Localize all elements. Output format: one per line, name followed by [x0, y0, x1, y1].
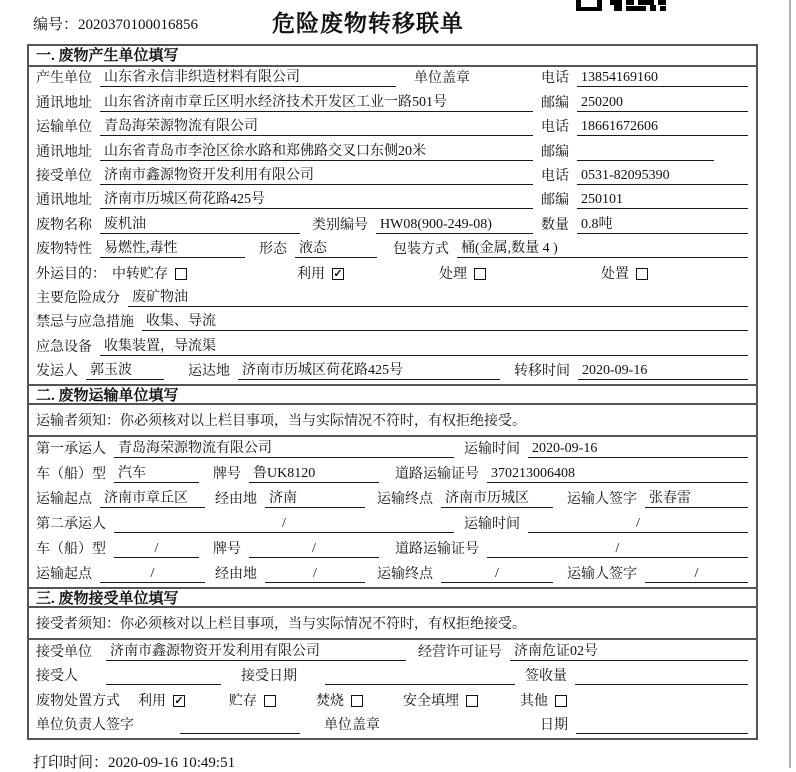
destination-field: 济南市历城区荷花路425号	[238, 362, 500, 380]
route-via-field: 济南	[265, 490, 365, 508]
transporter-label: 运输单位	[36, 120, 92, 136]
producer-address-field: 山东省济南市章丘区明水经济技术开发区工业一路501号	[100, 94, 533, 112]
waste-name-label: 废物名称	[36, 217, 92, 233]
row-emergency-equipment	[29, 335, 756, 359]
purpose-option-dispose: 处置	[601, 266, 648, 283]
print-time-value: 2020-09-16 10:49:51	[108, 755, 236, 771]
route-start-2-label: 运输起点	[36, 567, 92, 583]
route-end-2-label: 运输终点	[377, 567, 433, 583]
emergency-equipment-label: 应急设备	[36, 339, 92, 355]
vehicle-type-field: 汽车	[114, 465, 199, 483]
transfer-purpose-label: 外运目的：	[36, 266, 106, 282]
hazard-component-label: 主要危险成分	[36, 290, 120, 306]
receiver-label: 接受单位	[36, 168, 92, 184]
row-taboo-measures	[29, 311, 756, 335]
waste-traits-label: 废物特性	[36, 242, 92, 258]
manifest-form-table	[27, 44, 758, 740]
disposal-method-label: 废物处置方式	[36, 693, 120, 709]
plate-2-label: 牌号	[213, 542, 241, 558]
row-transporter-address	[29, 140, 756, 164]
row-transfer-purpose	[29, 262, 756, 286]
checkbox-dispose	[636, 268, 648, 280]
route-start-field: 济南市章丘区	[100, 490, 205, 508]
transfer-time-field: 2020-09-16	[578, 362, 748, 380]
section-producer-header: 一. 废物产生单位填写	[29, 46, 756, 67]
signed-qty-field	[575, 668, 748, 685]
route-via-2-label: 经由地	[215, 567, 257, 583]
route-end-2-field: /	[441, 565, 553, 583]
transporter-phone-field: 18661672606	[577, 118, 748, 136]
plate-field: 鲁UK8120	[249, 465, 379, 483]
route-start-2-field: /	[100, 565, 205, 583]
producer-phone-field: 13854169160	[577, 69, 748, 87]
hazard-component-field: 废矿物油	[128, 289, 748, 307]
print-time	[33, 751, 235, 772]
vehicle-type-label: 车（船）型	[36, 467, 106, 483]
accept-date-field	[325, 668, 515, 685]
transporter-zip-label: 邮编	[541, 144, 569, 160]
checkbox-disposal-utilize: ✓	[174, 695, 184, 708]
disposal-option-other: 其他	[520, 693, 567, 710]
disposal-option-utilize: 利用 ✓	[138, 693, 184, 709]
acceptor-label: 接受人	[36, 669, 78, 685]
section-transporter	[29, 384, 756, 587]
disposal-option-landfill: 安全填埋	[403, 693, 478, 710]
packing-field: 桶(金属,数量 4 )	[457, 240, 748, 258]
road-license-2-field: /	[487, 540, 748, 558]
operating-license-field: 济南危证02号	[510, 643, 748, 661]
row-dispatch	[29, 360, 756, 384]
section-transporter-header: 二. 废物运输单位填写	[29, 384, 756, 405]
route-start-label: 运输起点	[36, 492, 92, 508]
row-receiver-address	[29, 189, 756, 213]
row-route-1	[29, 487, 756, 512]
print-time-label: 打印时间：	[33, 755, 109, 771]
row-waste-traits	[29, 238, 756, 262]
road-license-2-label: 道路运输证号	[395, 542, 479, 558]
transporter-value-field: 青岛海荣源物流有限公司	[100, 118, 533, 136]
waste-qty-field: 0.8吨	[577, 216, 748, 234]
producer-address-label: 通讯地址	[36, 95, 92, 111]
route-via-2-field: /	[265, 565, 365, 583]
accept-date-label: 接受日期	[241, 669, 297, 685]
unit-seal-label: 单位盖章	[414, 71, 470, 87]
emergency-equipment-field: 收集装置，导流渠	[100, 338, 748, 356]
carrier-sign-2-label: 运输人签字	[567, 567, 637, 583]
route-end-label: 运输终点	[377, 492, 433, 508]
row-producer	[29, 67, 756, 91]
route-via-label: 经由地	[215, 492, 257, 508]
dispatcher-field: 郭玉波	[86, 362, 164, 380]
carrier-sign-label: 运输人签字	[567, 492, 637, 508]
second-carrier-label: 第二承运人	[36, 517, 106, 533]
producer-label: 产生单位	[36, 71, 92, 87]
waste-form-label: 形态	[259, 242, 287, 258]
receiver-address-field: 济南市历城区荷花路425号	[100, 191, 533, 209]
unit-head-sign-label: 单位负责人签字	[36, 718, 134, 734]
checkbox-transit-storage	[175, 268, 187, 280]
row-waste-name	[29, 213, 756, 237]
row-signoff	[29, 714, 756, 739]
row-producer-address	[29, 91, 756, 115]
checkbox-disposal-landfill	[466, 695, 478, 707]
section-receiver-header: 三. 废物接受单位填写	[29, 587, 756, 608]
disposal-option-storage: 贮存	[229, 693, 276, 710]
first-carrier-label: 第一承运人	[36, 442, 106, 458]
purpose-option-utilize: 利用 ✓	[297, 266, 343, 282]
row-acceptance	[29, 665, 756, 690]
waste-name-field: 废机油	[100, 216, 300, 234]
qr-code-fragment-icon	[576, 0, 668, 16]
taboo-measures-label: 禁忌与应急措施	[36, 315, 134, 331]
page-edge-line	[789, 0, 791, 768]
purpose-option-transit-storage: 中转贮存	[112, 266, 187, 283]
producer-zip-field: 250200	[577, 94, 748, 112]
signed-qty-label: 签收量	[525, 669, 567, 685]
carrier-sign-2-field: /	[645, 565, 748, 583]
checkbox-disposal-other	[555, 695, 567, 707]
transport-time-label: 运输时间	[464, 442, 520, 458]
transport-time-field: 2020-09-16	[528, 440, 748, 458]
transporter-zip-field	[577, 144, 714, 161]
transport-time-2-label: 运输时间	[464, 517, 520, 533]
road-license-label: 道路运输证号	[395, 467, 479, 483]
receiver-phone-label: 电话	[541, 168, 569, 184]
road-license-field: 370213006408	[487, 465, 748, 483]
waste-category-label: 类别编号	[312, 217, 368, 233]
waste-form-field: 液态	[295, 240, 377, 258]
waste-traits-field: 易燃性,毒性	[100, 240, 245, 258]
vehicle-type-2-label: 车（船）型	[36, 542, 106, 558]
page-title: 危险废物转移联单	[272, 11, 464, 36]
receiver-value-field: 济南市鑫源物资开发利用有限公司	[100, 167, 533, 185]
sign-date-label: 日期	[540, 718, 568, 734]
destination-label: 运达地	[188, 364, 230, 380]
second-carrier-field: /	[114, 515, 454, 533]
receiver-zip-label: 邮编	[541, 193, 569, 209]
section-receiver	[29, 587, 756, 738]
row-vehicle-1	[29, 462, 756, 487]
row-transporter	[29, 116, 756, 140]
row-route-2	[29, 562, 756, 587]
unit-head-sign-field	[180, 717, 300, 734]
receiver-zip-field: 250101	[577, 191, 748, 209]
row-disposal-method	[29, 689, 756, 714]
producer-phone-label: 电话	[541, 71, 569, 87]
vehicle-type-2-field: /	[114, 540, 199, 558]
transporter-phone-label: 电话	[541, 120, 569, 136]
transport-time-2-field: /	[528, 515, 748, 533]
dispatcher-label: 发运人	[36, 364, 78, 380]
producer-value-field: 山东省永信非织造材料有限公司	[100, 69, 396, 87]
sign-date-field	[576, 717, 748, 734]
route-end-field: 济南市历城区	[441, 490, 553, 508]
checkbox-treat	[474, 268, 486, 280]
unit-seal-3-label: 单位盖章	[324, 718, 380, 734]
disposal-option-incinerate: 焚烧	[316, 693, 363, 710]
accepting-unit-field: 济南市鑫源物资开发利用有限公司	[106, 643, 406, 661]
row-hazard-component	[29, 287, 756, 311]
row-first-carrier	[29, 437, 756, 462]
operating-license-label: 经营许可证号	[418, 644, 502, 660]
receiver-phone-field: 0531-82095390	[577, 167, 748, 185]
row-vehicle-2	[29, 537, 756, 562]
doc-number-value: 2020370100016856	[78, 17, 199, 33]
row-accepting-unit	[29, 640, 756, 665]
plate-2-field: /	[249, 540, 379, 558]
carrier-sign-field: 张春雷	[645, 490, 748, 508]
checkbox-disposal-storage	[264, 695, 276, 707]
plate-label: 牌号	[213, 467, 241, 483]
doc-number-label: 编号：	[33, 17, 79, 33]
transporter-address-label: 通讯地址	[36, 144, 92, 160]
first-carrier-field: 青岛海荣源物流有限公司	[114, 440, 454, 458]
transporter-address-field: 山东省青岛市李沧区徐水路和郑佛路交叉口东侧20米	[100, 143, 533, 161]
waste-category-field: HW08(900-249-08)	[376, 216, 533, 234]
waste-qty-label: 数量	[541, 217, 569, 233]
taboo-measures-field: 收集、导流	[142, 313, 748, 331]
transporter-notice: 运输者须知：你必须核对以上栏目事项，当与实际情况不符时，有权拒绝接受。	[29, 405, 756, 437]
acceptor-field	[106, 668, 221, 685]
producer-zip-label: 邮编	[541, 95, 569, 111]
checkbox-disposal-incinerate	[351, 695, 363, 707]
checkbox-utilize: ✓	[333, 268, 343, 281]
accepting-unit-label: 接受单位	[36, 644, 92, 660]
packing-label: 包装方式	[393, 242, 449, 258]
row-second-carrier	[29, 512, 756, 537]
receiver-notice: 接受者须知：你必须核对以上栏目事项，当与实际情况不符时，有权拒绝接受。	[29, 608, 756, 640]
row-receiver	[29, 165, 756, 189]
section-producer	[29, 46, 756, 384]
receiver-address-label: 通讯地址	[36, 193, 92, 209]
purpose-option-treat: 处理	[439, 266, 486, 283]
transfer-time-label: 转移时间	[514, 364, 570, 380]
